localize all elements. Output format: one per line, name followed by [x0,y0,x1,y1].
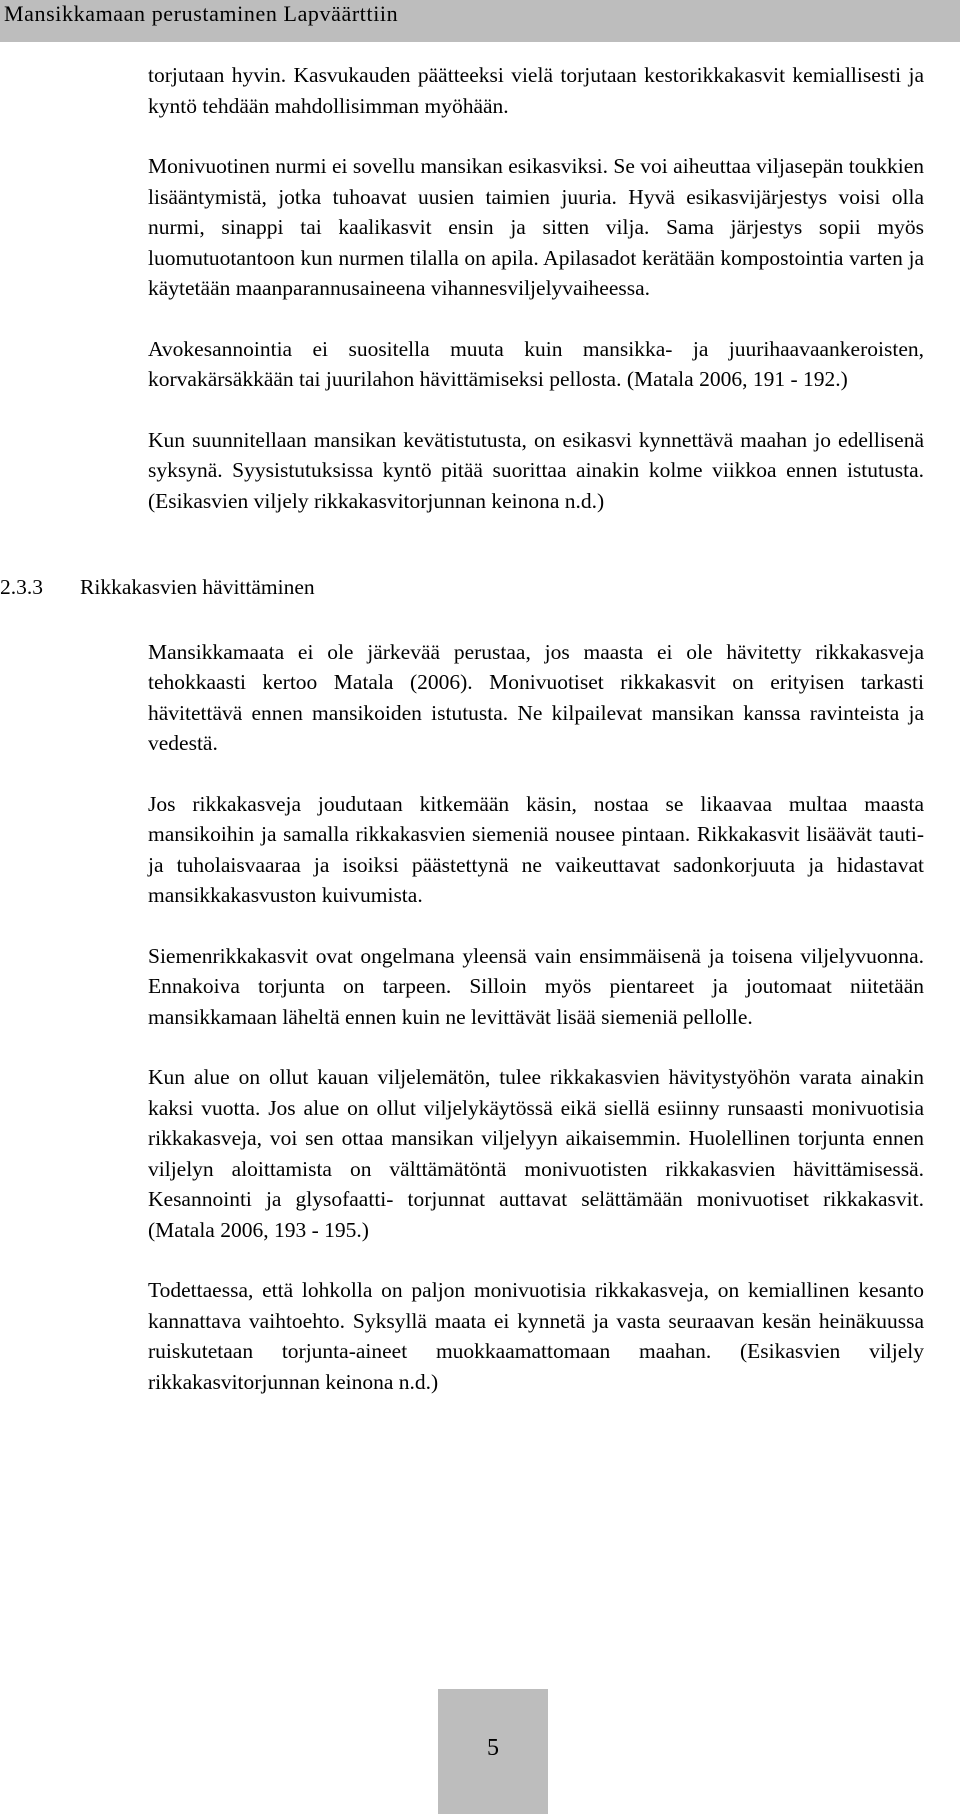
page-number: 5 [487,1735,499,1761]
body-paragraph: Kun suunnitellaan mansikan kevätistutusta, on esikasvi kynnettävä maahan jo edellisenä syksynä. Syysistutuksissa kyntö pitää suorittaa ainakin kolme viikkoa ennen istutusta. (Esikasvien viljely rikkakasvitorjunnan keinona n.d.) [148,427,924,513]
body-paragraph: Todettaessa, että lohkolla on paljon monivuotisia rikkakasveja, on kemiallinen kesanto kannattava vaihtoehto. Syksyllä maata ei kynnetä ja vasta seuraavan kesän heinäkuussa ruiskutetaan torjunta-aineet muokkaamattomaan maahan. (Esikasvien viljely rikkakasvitorjunnan keinona n.d.) [148,1278,924,1394]
header-title: Mansikkamaan perustaminen Lapväärttiin [4,1,399,26]
header-rule [0,27,960,42]
section-heading [0,572,960,603]
page-number-box [438,1689,548,1814]
body-paragraph: Mansikkamaata ei ole järkevää perustaa, jos maasta ei ole hävitetty rikkakasveja tehokkaasti kertoo Matala (2006). Monivuotiset rikkakasvit on erityisen tarkasti hävitettävä ennen mansikoiden istutusta. Ne kilpailevat mansikan kanssa ravinteista ja vedestä. [148,639,924,755]
body-paragraph: Siemenrikkakasvit ovat ongelmana yleensä vain ensimmäisenä ja toisena viljelyvuonna. Ennakoiva torjunta on tarpeen. Silloin myös pientareet ja joutomaat niitetään mansikkamaan läheltä ennen kuin ne levittävät lisää siemeniä pellolle. [148,943,924,1029]
section-number: 2.3.3 [0,575,43,599]
body-paragraph: Kun alue on ollut kauan viljelemätön, tulee rikkakasvien hävitystyöhön varata ainakin kaksi vuotta. Jos alue on ollut viljelykäytössä eikä siellä esiinny runsaasti monivuotisia rikkakasveja, voi sen ottaa mansikan viljelyyn aikaisemmin. Huolellinen torjunta ennen viljelyn aloittamista on välttämätöntä monivuotisten rikkakasvien hävittämisessä. Kesannointi ja glysofaatti- torjunnat auttavat selättämään monivuotiset rikkakasvit. (Matala 2006, 193 - 195.) [148,1065,924,1242]
section-title: Rikkakasvien hävittäminen [80,575,315,599]
body-paragraph: torjutaan hyvin. Kasvukauden päätteeksi vielä torjutaan kestorikkakasvit kemiallisesti ja kyntö tehdään mahdollisimman myöhään. [148,63,924,118]
page-body [0,60,960,1397]
body-paragraph: Monivuotinen nurmi ei sovellu mansikan esikasviksi. Se voi aiheuttaa viljasepän toukkien lisääntymistä, jotka tuhoavat uusien taimien juuria. Hyvä esikasvijärjestys voisi olla nurmi, sinappi tai kaalikasvit ensin ja sitten vilja. Sama järjestys sopii myös luomutuotantoon kun nurmen tilalla on apila. Apilasadot kerätään kompostointia varten ja käytetään maanparannusaineena vihannesviljelyvaiheessa. [148,154,924,300]
body-paragraph: Jos rikkakasveja joudutaan kitkemään käsin, nostaa se likaavaa multaa maasta mansikoihin ja samalla rikkakasvien siemeniä nousee pintaan. Rikkakasvit lisäävät tauti- ja tuholaisvaaraa ja isoiksi päästettynä ne vaikeuttavat sadonkorjuuta ja hidastavat mansikkakasvuston kuivumista. [148,791,924,907]
running-header [0,0,960,42]
body-paragraph: Avokesannointia ei suositella muuta kuin mansikka- ja juurihaavaankeroisten, korvakärsäkkään tai juurilahon hävittämiseksi pellosta. (Matala 2006, 191 - 192.) [148,336,924,391]
